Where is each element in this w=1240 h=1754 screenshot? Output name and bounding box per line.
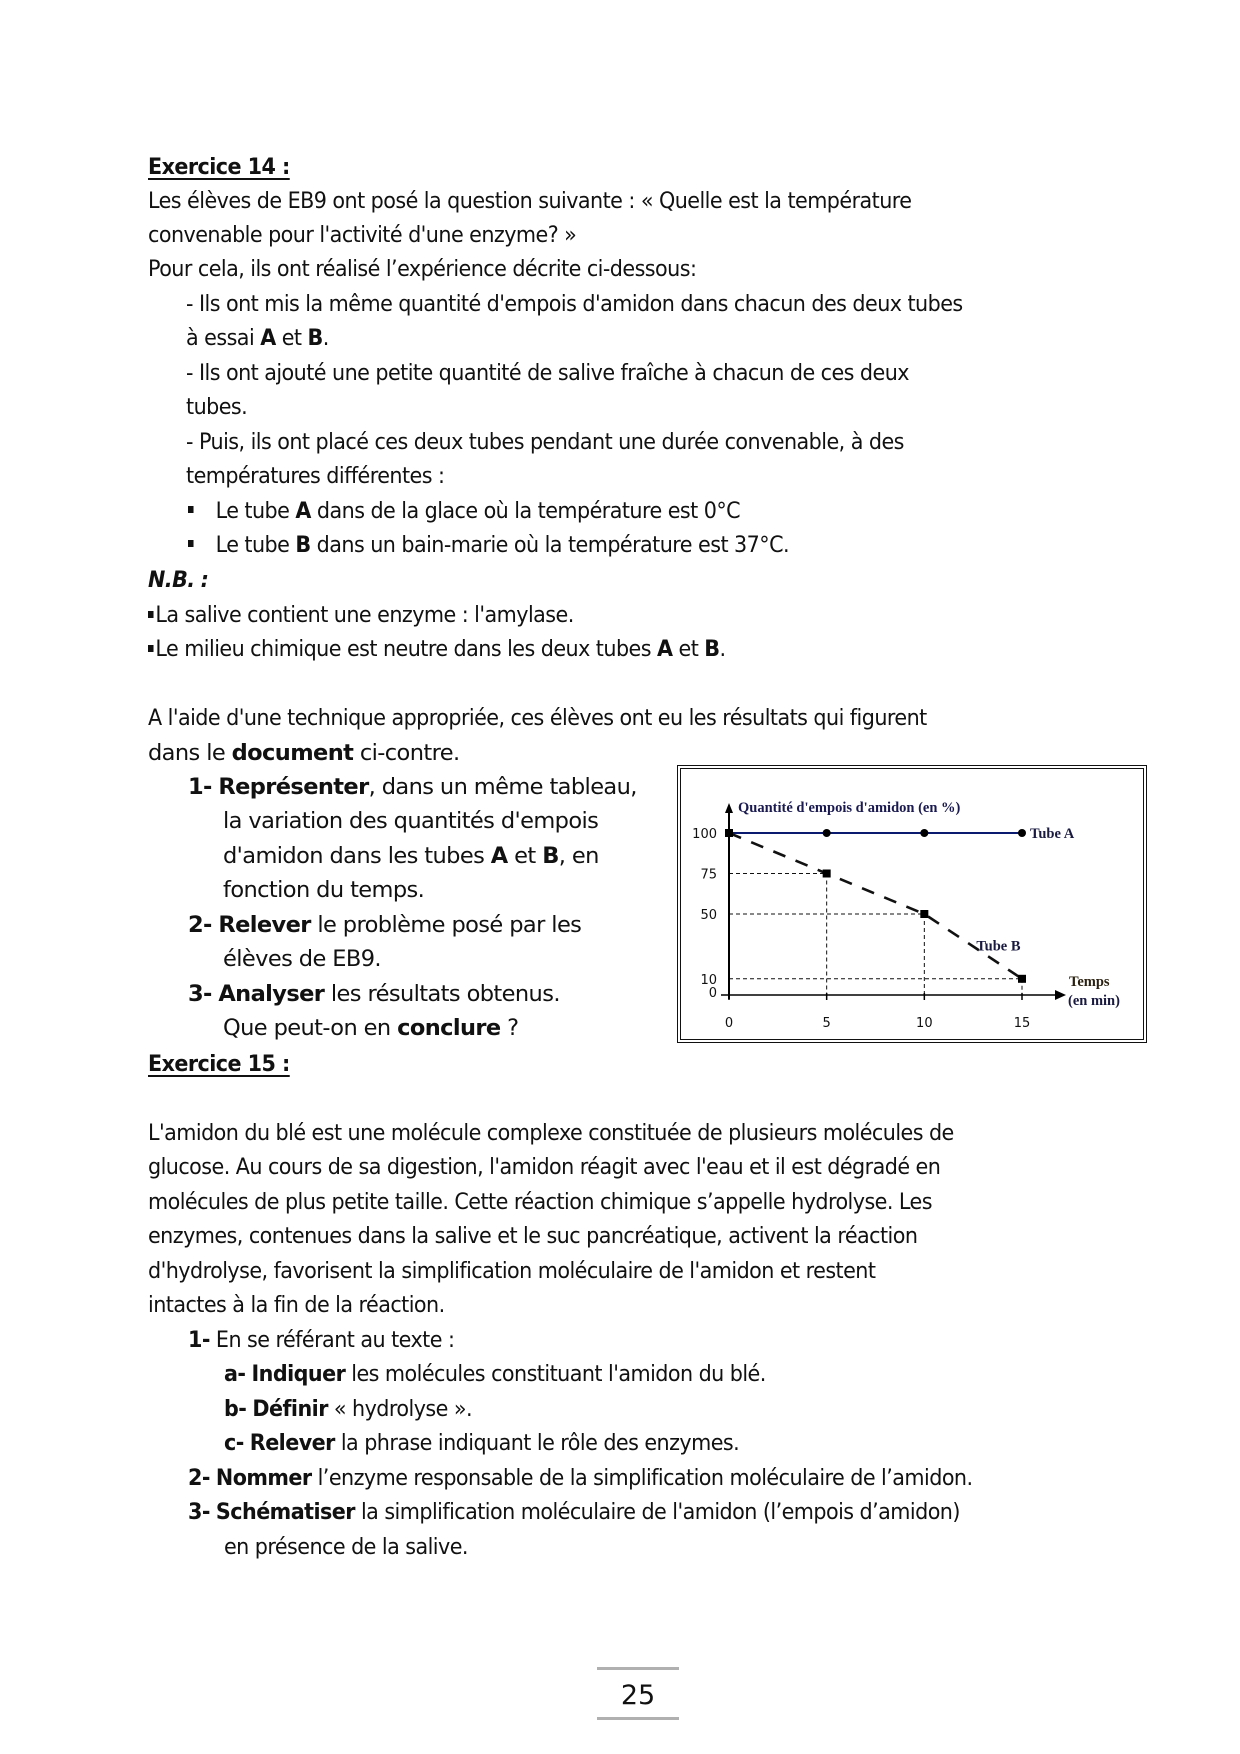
square-bullet-icon	[188, 540, 194, 547]
nb-note-1	[148, 600, 574, 630]
square-bullet-icon	[148, 611, 154, 618]
nb-label: N.B.	[148, 567, 195, 593]
tube-a-label: A	[656, 636, 673, 662]
text: , dans un même tableau,	[368, 774, 637, 800]
text: dans le	[148, 740, 226, 766]
tube-b-label: B	[542, 843, 559, 869]
ex14-step-1: - Ils ont mis la même quantité d'empois d'amidon dans chacun des deux tubes	[186, 291, 963, 317]
question-number: b-	[224, 1396, 247, 1422]
text: et	[281, 325, 302, 351]
y-tick-label: 75	[700, 867, 717, 883]
ex15-question-2	[188, 1463, 973, 1493]
ex14-step-3-cont: températures différentes :	[186, 463, 445, 489]
question-number: c-	[224, 1430, 244, 1456]
question-verb: Schématiser	[215, 1499, 355, 1525]
text: , en	[558, 843, 599, 869]
tube-a-label: A	[490, 843, 508, 869]
x-axis-label-line-2: (en min)	[1068, 993, 1120, 1009]
question-verb: Analyser	[218, 981, 325, 1007]
ex14-intro-line-1: Les élèves de EB9 ont posé la question suivante : « Quelle est la température	[148, 188, 912, 214]
question-verb: Relever	[218, 912, 311, 938]
page-number: 25	[620, 1680, 656, 1711]
chart-ticks	[692, 827, 1030, 1031]
text: La salive contient une enzyme : l'amylase.	[155, 602, 574, 628]
data-point-tube-b	[823, 870, 831, 878]
ex14-step-3: - Puis, ils ont placé ces deux tubes pendant une durée convenable, à des	[186, 429, 904, 455]
ex14-intro-line-3: Pour cela, ils ont réalisé l’expérience décrite ci-dessous:	[148, 256, 697, 282]
tube-b-label: B	[307, 325, 323, 351]
text: le problème posé par les	[317, 912, 582, 938]
x-tick-label: 0	[724, 1016, 734, 1031]
ex14-question-1	[188, 772, 637, 802]
question-verb: Indiquer	[251, 1361, 346, 1387]
text: l’enzyme responsable de la simplification moléculaire de l’amidon.	[317, 1465, 973, 1491]
ex15-paragraph-line-2: glucose. Au cours de sa digestion, l'amidon réagit avec l'eau et il est dégradé en	[148, 1154, 941, 1180]
ex15-question-3-line-2: en présence de la salive.	[224, 1534, 468, 1560]
chart-series	[725, 826, 1075, 983]
legend-label-tube-a: Tube A	[1030, 826, 1075, 842]
tube-b-label: B	[295, 532, 311, 558]
ex15-paragraph-line-3: molécules de plus petite taille. Cette réaction chimique s’appelle hydrolyse. Les	[148, 1189, 932, 1215]
data-point-tube-a	[1018, 829, 1026, 837]
text: la simplification moléculaire de l'amidon (l’empois d’amidon)	[360, 1499, 960, 1525]
data-point-tube-b	[920, 910, 928, 918]
question-verb: Nommer	[215, 1465, 312, 1491]
data-point-tube-a	[920, 829, 928, 837]
question-verb: Définir	[252, 1396, 328, 1422]
nb-heading	[148, 565, 208, 595]
text: à essai	[186, 325, 255, 351]
data-point-tube-a	[823, 829, 831, 837]
text: dans de la glace où la température est 0°C	[316, 498, 741, 524]
text: et	[678, 636, 699, 662]
y-tick-label: 0	[708, 986, 717, 1001]
ex14-step-2: - Ils ont ajouté une petite quantité de salive fraîche à chacun de ces deux	[186, 360, 909, 386]
exercise-15-title: Exercice 15 :	[148, 1051, 290, 1077]
ex15-question-1c	[224, 1428, 739, 1458]
square-bullet-icon	[148, 645, 154, 652]
starch-quantity-chart	[677, 765, 1147, 1043]
ex14-question-1-line-3	[223, 841, 599, 871]
results-line-2	[148, 738, 460, 768]
chart-guides	[729, 874, 1022, 996]
conclure-word: conclure	[397, 1015, 501, 1041]
bullet-tube-a	[188, 496, 740, 526]
y-axis-arrow-icon	[725, 803, 733, 813]
tube-b-label: B	[704, 636, 720, 662]
text: dans un bain-marie où la température est 37°C.	[316, 532, 790, 558]
ex14-intro-line-2: convenable pour l'activité d'une enzyme? »	[148, 222, 577, 248]
text: les résultats obtenus.	[330, 981, 560, 1007]
ex15-question-1b	[224, 1394, 472, 1424]
tube-a-label: A	[260, 325, 276, 351]
square-bullet-icon	[188, 506, 194, 513]
tube-a-label: A	[295, 498, 311, 524]
y-tick-label: 100	[692, 827, 717, 842]
ex14-question-2-line-2: élèves de EB9.	[223, 946, 381, 972]
ex15-paragraph-line-1: L'amidon du blé est une molécule complexe constituée de plusieurs molécules de	[148, 1120, 954, 1146]
text: les molécules constituant l'amidon du blé.	[351, 1361, 766, 1387]
question-number: 3-	[188, 981, 212, 1007]
text: « hydrolyse ».	[333, 1396, 472, 1422]
question-number: 3-	[188, 1499, 210, 1525]
question-verb: Représenter	[218, 774, 369, 800]
text: d'amidon dans les tubes	[223, 843, 485, 869]
text: ci-contre.	[359, 740, 460, 766]
text: Le tube	[215, 498, 290, 524]
exercise-14-title: Exercice 14 :	[148, 154, 290, 180]
x-axis-label-line-1: Temps	[1069, 974, 1110, 990]
nb-colon: :	[200, 567, 209, 593]
ex14-question-1-line-4: fonction du temps.	[223, 877, 425, 903]
results-line-1: A l'aide d'une technique appropriée, ces élèves ont eu les résultats qui figurent	[148, 705, 927, 731]
x-axis-arrow-icon	[1055, 990, 1066, 1000]
text: et	[514, 843, 536, 869]
x-tick-label: 15	[1013, 1016, 1031, 1031]
question-number: 2-	[188, 912, 212, 938]
text: Que peut-on en	[223, 1015, 391, 1041]
ex14-question-1-line-2: la variation des quantités d'empois	[223, 808, 599, 834]
text: Le milieu chimique est neutre dans les deux tubes	[155, 636, 651, 662]
y-tick-label: 10	[700, 972, 717, 988]
chart-canvas	[681, 769, 1143, 1039]
ex15-paragraph-line-5: d'hydrolyse, favorisent la simplification moléculaire de l'amidon et restent	[148, 1258, 876, 1284]
x-tick-label: 5	[822, 1016, 831, 1031]
footer-rule-top	[597, 1667, 679, 1670]
text: Le tube	[215, 532, 290, 558]
text: .	[719, 636, 726, 662]
y-axis-label: Quantité d'empois d'amidon (en %)	[738, 800, 961, 816]
ex14-question-2	[188, 910, 581, 940]
data-point-tube-b	[725, 829, 733, 837]
ex14-step-2-cont: tubes.	[186, 394, 248, 420]
question-number: a-	[224, 1361, 246, 1387]
question-number: 2-	[188, 1465, 210, 1491]
document-word: document	[231, 740, 354, 766]
text: la phrase indiquant le rôle des enzymes.	[340, 1430, 740, 1456]
ex15-paragraph-line-4: enzymes, contenues dans la salive et le suc pancréatique, activent la réaction	[148, 1223, 918, 1249]
x-tick-label: 10	[916, 1016, 933, 1031]
question-verb: Relever	[249, 1430, 335, 1456]
text: .	[322, 325, 329, 351]
series-line-tube-b	[729, 833, 1022, 979]
nb-note-2	[148, 634, 726, 664]
question-number: 1-	[188, 774, 212, 800]
ex14-question-3-line-2	[223, 1013, 519, 1043]
data-point-tube-b	[1018, 975, 1026, 983]
text: ?	[507, 1015, 519, 1041]
ex15-question-3	[188, 1497, 960, 1527]
legend-label-tube-b: Tube B	[976, 938, 1021, 955]
ex14-step-1-cont	[186, 323, 329, 353]
ex15-question-1a	[224, 1359, 766, 1389]
text: En se référant au texte :	[215, 1327, 455, 1353]
ex15-question-1	[188, 1325, 454, 1355]
bullet-tube-b	[188, 530, 789, 560]
ex15-paragraph-line-6: intactes à la fin de la réaction.	[148, 1292, 445, 1318]
footer-rule-bottom	[597, 1717, 679, 1720]
y-tick-label: 50	[700, 908, 717, 923]
question-number: 1-	[188, 1327, 210, 1353]
ex14-question-3	[188, 979, 560, 1009]
